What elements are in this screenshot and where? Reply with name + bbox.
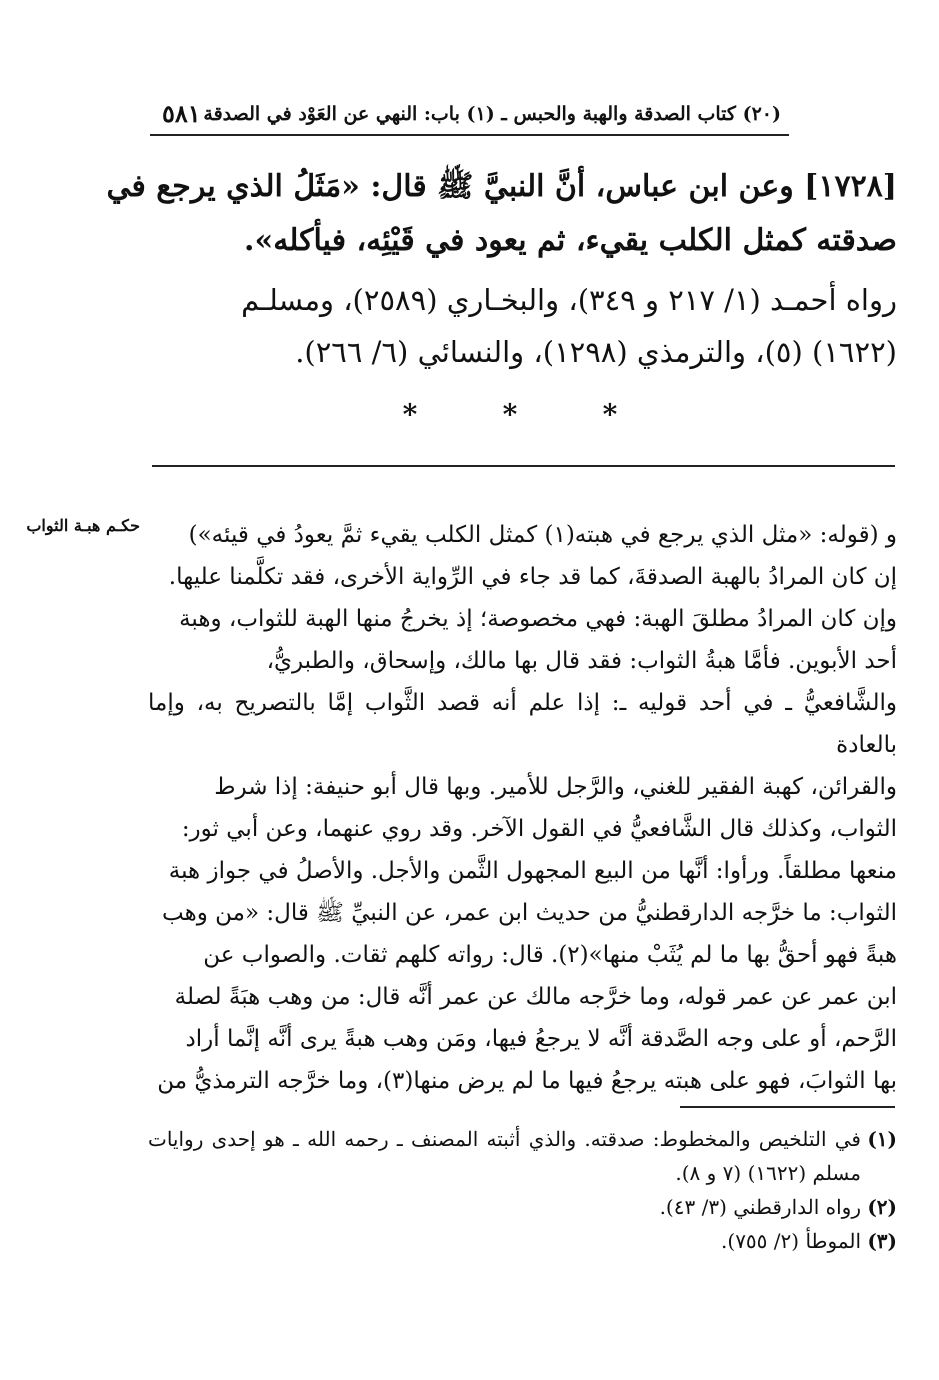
footnote-text: في التلخيص والمخطوط: صدقته. والذي أثبته المصنف ـ رحمه الله ـ هو إحدى روايات مسلم (١٦٢٢) (٧ و ٨). bbox=[148, 1127, 861, 1185]
commentary-line: منعها مطلقاً. ورأوا: أنَّها من البيع المجهول الثَّمن والأجل. والأصلُ في جواز هبة bbox=[168, 858, 897, 884]
commentary-line: إن كان المرادُ بالهبة الصدقةَ، كما قد جاء في الرِّواية الأخرى، فقد تكلَّمنا عليها. bbox=[168, 564, 897, 590]
hadith-line: [١٧٢٨] وعن ابن عباس، أنَّ النبيَّ ﷺ قال: «مَثَلُ الذي يرجع في bbox=[106, 169, 897, 204]
page-number: ٥٨١ bbox=[162, 99, 201, 128]
commentary-line: ابن عمر عن عمر قوله، وما خرَّجه مالك عن عمر أنَّه قال: من وهب هبَةً لصلة bbox=[174, 984, 897, 1010]
commentary-line: و (قوله: «مثل الذي يرجع في هبته(١) كمثل الكلب يقيء ثمَّ يعودُ في قيئه») bbox=[188, 522, 897, 548]
running-head: (٢٠) كتاب الصدقة والهبة والحبس ـ (١) باب: النهي عن العَوْد في الصدقة bbox=[203, 103, 781, 125]
commentary-line: الرَّحم، أو على وجه الصَّدقة أنَّه لا يرجعُ فيها، ومَن وهب هبةً يرى أنَّه إنَّما أراد bbox=[185, 1026, 897, 1052]
footnote-number: (٢) bbox=[867, 1195, 897, 1219]
footnote-text: الموطأ (٢/ ٧٥٥). bbox=[721, 1229, 861, 1253]
sources-line: (١٦٢٢) (٥)، والترمذي (١٢٩٨)، والنسائي (٦/ ٢٦٦). bbox=[295, 335, 897, 369]
separator-star: * bbox=[502, 398, 518, 431]
footnote-divider bbox=[680, 1106, 895, 1108]
footnote bbox=[148, 1122, 897, 1190]
hadith-sources bbox=[40, 274, 897, 378]
hadith-text bbox=[40, 160, 897, 268]
sources-line: رواه أحمـد (١/ ٢١٧ و ٣٤٩)، والبخـاري (٢٥٨٩)، ومسلـم bbox=[241, 283, 897, 317]
commentary-line: والقرائن، كهبة الفقير للغني، والرَّجل للأمير. وبها قال أبو حنيفة: إذا شرط bbox=[214, 774, 897, 800]
footnote-number: (١) bbox=[867, 1127, 897, 1151]
header-divider bbox=[150, 134, 789, 136]
commentary-line: الثواب: ما خرَّجه الدارقطنيُّ من حديث ابن عمر، عن النبيِّ ﷺ قال: «من وهب bbox=[162, 900, 897, 926]
footnote-number: (٣) bbox=[867, 1229, 897, 1253]
footnote-text: رواه الدارقطني (٣/ ٤٣). bbox=[659, 1195, 861, 1219]
separator-star: * bbox=[602, 398, 618, 431]
separator-star: * bbox=[402, 398, 418, 431]
commentary-line: بها الثوابَ، فهو على هبته يرجعُ فيها ما لم يرض منها(٣)، وما خرَّجه الترمذيُّ من bbox=[157, 1068, 897, 1094]
section-separator-stars bbox=[390, 398, 630, 432]
footnote bbox=[148, 1190, 897, 1224]
commentary-line: الثواب، وكذلك قال الشَّافعيُّ في القول الآخر. وقد روي عنهما، وعن أبي ثور: bbox=[181, 816, 897, 842]
hadith-line: صدقته كمثل الكلب يقيء، ثم يعود في قَيْئِه، فيأكله». bbox=[244, 223, 897, 258]
commentary-line: والشَّافعيُّ ـ في أحد قوليه ـ: إذا علم أنه قصد الثَّواب إمَّا بالتصريح به، وإما بالعادة bbox=[148, 690, 897, 758]
commentary-line: وإن كان المرادُ مطلقَ الهبة: فهي مخصوصة؛ إذ يخرجُ منها الهبة للثواب، وهبة bbox=[179, 606, 897, 632]
commentary-line: أحد الأبوين. فأمَّا هبةُ الثواب: فقد قال بها مالك، وإسحاق، والطبريُّ، bbox=[266, 648, 897, 674]
section-divider bbox=[152, 465, 895, 467]
commentary-text bbox=[148, 514, 897, 1102]
margin-heading: حكـم هبـة الثواب bbox=[26, 516, 140, 535]
footnotes bbox=[148, 1122, 897, 1258]
commentary-line: هبةً فهو أحقُّ بها ما لم يُثَبْ منها»(٢). قال: رواته كلهم ثقات. والصواب عن bbox=[203, 942, 897, 968]
footnote bbox=[148, 1224, 897, 1258]
page-header bbox=[150, 100, 789, 132]
